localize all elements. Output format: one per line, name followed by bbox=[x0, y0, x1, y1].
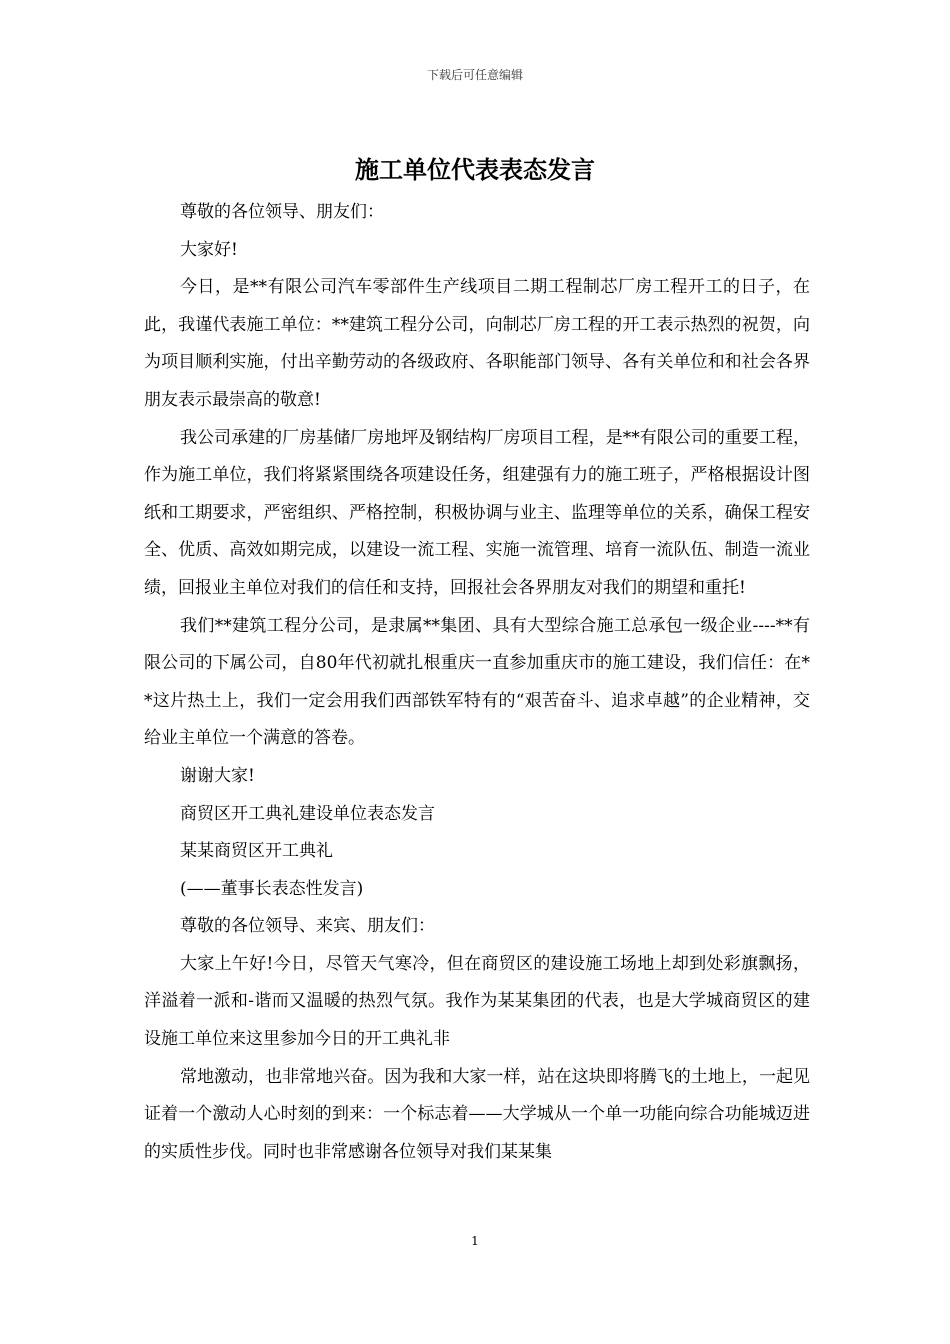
paragraph-section-title: 商贸区开工典礼建设单位表态发言 bbox=[180, 803, 435, 824]
paragraph-event-name: 某某商贸区开工典礼 bbox=[180, 841, 333, 862]
page-number: 1 bbox=[471, 1234, 479, 1248]
paragraph-thanks: 谢谢大家! bbox=[180, 765, 255, 786]
document-title: 施工单位代表表态发言 bbox=[355, 155, 595, 184]
paragraph: 我公司承建的厂房基储厂房地坪及钢结构厂房项目工程，是**有限公司的重要工程，作为施工单位，我们将紧紧围绕各项建设任务，组建强有力的施工班子，严格根据设计图纸和工期要求，严密组织、严格控制，积极协调与业主、监理等单位的关系，确保工程安全、优质、高效如期完成，以建设一流工程、实施一流管理、培育一流队伍、制造一流业绩，回报业主单位对我们的信任和支持，回报社会各界朋友对我们的期望和重托! bbox=[144, 427, 810, 598]
paragraph: 我们**建筑工程分公司，是隶属**集团、具有大型综合施工总承包一级企业----**有限公司的下属公司，自80年代初就扎根重庆一直参加重庆市的施工建设，我们信任：在**这片热土上，我们一定会用我们西部铁军特有的“艰苦奋斗、追求卓越”的企业精神，交给业主单位一个满意的答卷。 bbox=[144, 615, 810, 749]
paragraph-salutation: 尊敬的各位领导、朋友们： bbox=[180, 202, 384, 222]
paragraph-salutation: 尊敬的各位领导、来宾、朋友们： bbox=[180, 916, 435, 937]
paragraph-greeting: 大家好! bbox=[180, 239, 238, 260]
header-note: 下载后可任意编辑 bbox=[426, 68, 523, 82]
document-body bbox=[144, 194, 810, 1171]
paragraph: 大家上午好!今日，尽管天气寒冷，但在商贸区的建设施工场地上却到处彩旗飘扬，洋溢着一派和-谐而又温暖的热烈气氛。我作为某某集团的代表，也是大学城商贸区的建设施工单位来这里参加今日的开工典礼非 bbox=[144, 953, 810, 1050]
paragraph: 常地激动，也非常地兴奋。因为我和大家一样，站在这块即将腾飞的土地上，一起见证着一个激动人心时刻的到来：一个标志着——大学城从一个单一功能向综合功能城迈进的实质性步伐。同时也非常感谢各位领导对我们某某集 bbox=[144, 1066, 810, 1162]
paragraph: 今日，是**有限公司汽车零部件生产线项目二期工程制芯厂房工程开工的日子，在此，我谨代表施工单位：**建筑工程分公司，向制芯厂房工程的开工表示热烈的祝贺，向为项目顺利实施，付出辛勤劳动的各级政府、各职能部门领导、各有关单位和和社会各界朋友表示最崇高的敬意! bbox=[144, 277, 810, 410]
paragraph-speaker-note: (——董事长表态性发言) bbox=[180, 878, 364, 899]
